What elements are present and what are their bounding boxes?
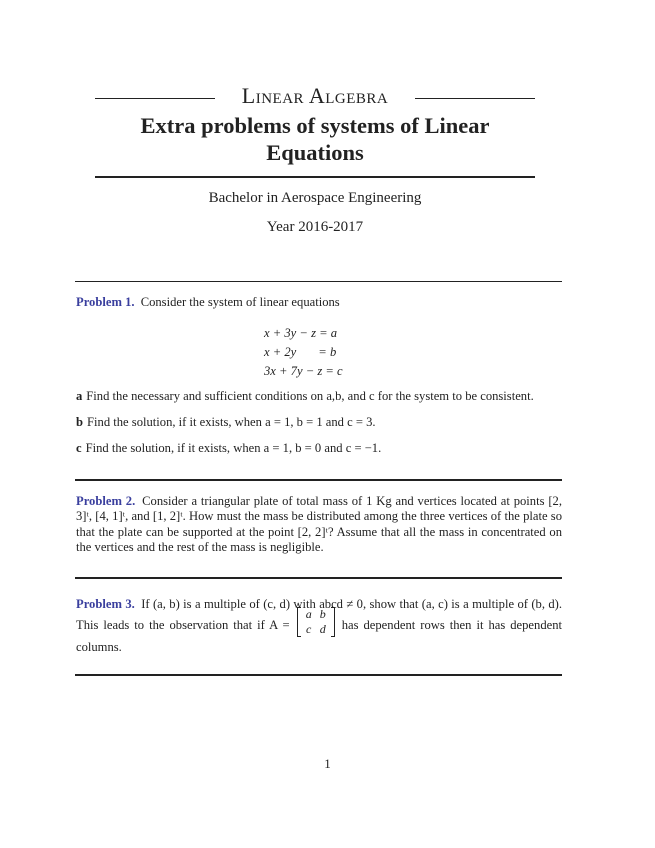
item-letter: b bbox=[76, 415, 84, 429]
divider bbox=[75, 674, 562, 676]
equation-3: 3x + 7y − z = c bbox=[264, 364, 343, 378]
item-text: Find the solution, if it exists, when a = 1, b = 0 and c = −1. bbox=[85, 441, 382, 455]
problem-3-text-before: If (a, b) is a multiple of (c, d) with abcd ≠ 0, show that (a, c) is a multiple of (b, d). This leads to the observation that if A = bbox=[76, 597, 562, 632]
divider bbox=[75, 577, 562, 579]
page-number: 1 bbox=[324, 756, 331, 771]
course-rule-right bbox=[415, 98, 535, 99]
course-title: Linear Algebra bbox=[241, 83, 389, 108]
problem-2-text: Consider a triangular plate of total mass of 1 Kg and vertices located at points [2, 3]ᵗ, [4, 1]ᵗ, and [1, 2]ᵗ. How must the mass be distributed among the three vertices of the plate so that the plate can be supported at the point [2, 2]ᵗ? Assume that all the mass in concentrated on the vertices and the rest of the mass is negligible. bbox=[76, 494, 563, 555]
problem-1-item-b bbox=[76, 415, 566, 430]
matrix-cell: d bbox=[319, 622, 326, 637]
problem-1-item-c bbox=[76, 441, 566, 456]
equation-system bbox=[264, 324, 343, 381]
document-title: Extra problems of systems of Linear Equations bbox=[140, 113, 490, 165]
matrix-cell: c bbox=[306, 622, 312, 637]
item-letter: a bbox=[76, 389, 83, 403]
course-header bbox=[95, 83, 535, 107]
item-text: Find the solution, if it exists, when a = 1, b = 1 and c = 3. bbox=[87, 415, 376, 429]
matrix-cell: b bbox=[319, 607, 326, 622]
problem-3 bbox=[76, 594, 562, 658]
problem-2 bbox=[76, 494, 562, 556]
equation-2: x + 2y = b bbox=[264, 345, 337, 359]
problem-3-text-after: has dependent rows then it has dependent columns. bbox=[76, 618, 563, 655]
equation-1: x + 3y − z = a bbox=[264, 326, 338, 340]
divider bbox=[75, 281, 562, 282]
problem-2-label: Problem 2. bbox=[76, 494, 136, 508]
title-rule bbox=[95, 176, 535, 178]
problem-1-text: Consider the system of linear equations bbox=[140, 295, 340, 309]
matrix-cell: a bbox=[305, 607, 312, 622]
problem-3-label: Problem 3. bbox=[76, 597, 135, 611]
problem-1-item-a bbox=[76, 389, 566, 404]
problem-1-intro bbox=[76, 295, 562, 310]
item-letter: c bbox=[76, 441, 82, 455]
program-subtitle: Bachelor in Aerospace Engineering bbox=[208, 190, 422, 206]
problem-1-label: Problem 1. bbox=[76, 295, 135, 309]
matrix-a bbox=[297, 607, 335, 637]
item-text: Find the necessary and sufficient conditions on a,b, and c for the system to be consistent. bbox=[86, 389, 534, 403]
divider bbox=[75, 479, 562, 481]
academic-year: Year 2016-2017 bbox=[266, 219, 364, 235]
